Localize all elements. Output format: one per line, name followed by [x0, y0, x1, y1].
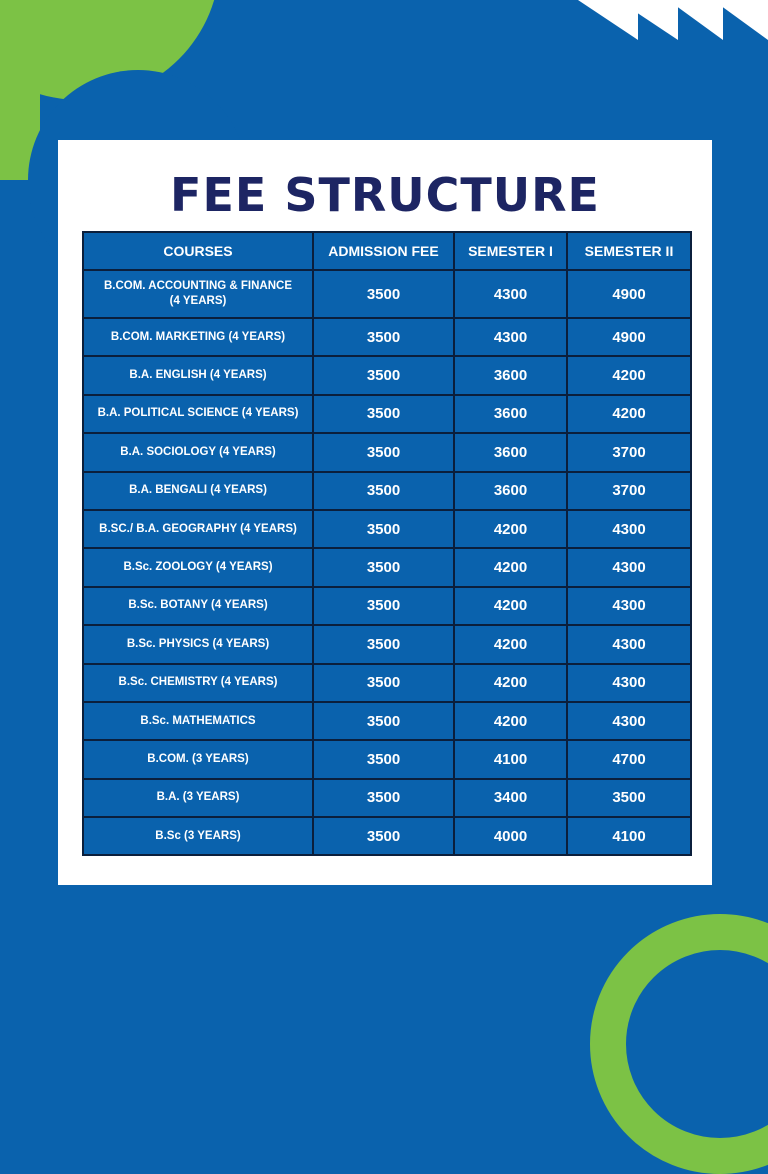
semester-2-fee-cell: 3700 [567, 433, 691, 471]
table-row [83, 270, 691, 318]
course-name-cell: B.A. ENGLISH (4 YEARS) [83, 356, 313, 394]
semester-2-fee-cell: 4300 [567, 664, 691, 702]
semester-2-fee-cell: 4300 [567, 587, 691, 625]
semester-2-fee-cell: 4900 [567, 270, 691, 318]
semester-1-fee-cell: 3600 [454, 356, 567, 394]
semester-2-fee-cell: 3500 [567, 779, 691, 817]
table-row [83, 702, 691, 740]
table-row [83, 395, 691, 433]
semester-2-fee-cell: 4200 [567, 395, 691, 433]
decorative-green-ring-bottom-right [590, 914, 768, 1174]
table-row [83, 510, 691, 548]
course-name-cell: B.Sc. CHEMISTRY (4 YEARS) [83, 664, 313, 702]
course-name-line1: B.COM. ACCOUNTING & FINANCE [103, 280, 293, 292]
admission-fee-cell: 3500 [313, 625, 454, 663]
admission-fee-cell: 3500 [313, 472, 454, 510]
admission-fee-cell: 3500 [313, 433, 454, 471]
column-header-courses: COURSES [83, 232, 313, 270]
fee-card [58, 140, 712, 885]
admission-fee-cell: 3500 [313, 664, 454, 702]
table-row [83, 587, 691, 625]
semester-2-fee-cell: 4200 [567, 356, 691, 394]
semester-1-fee-cell: 3600 [454, 472, 567, 510]
admission-fee-cell: 3500 [313, 740, 454, 778]
course-name-cell: B.A. SOCIOLOGY (4 YEARS) [83, 433, 313, 471]
semester-1-fee-cell: 4200 [454, 510, 567, 548]
table-row [83, 548, 691, 586]
semester-2-fee-cell: 4700 [567, 740, 691, 778]
course-name-cell: B.SC./ B.A. GEOGRAPHY (4 YEARS) [83, 510, 313, 548]
table-row [83, 817, 691, 855]
semester-2-fee-cell: 4300 [567, 510, 691, 548]
admission-fee-cell: 3500 [313, 395, 454, 433]
admission-fee-cell: 3500 [313, 270, 454, 318]
table-header-row [83, 232, 691, 270]
course-name-cell: B.COM. MARKETING (4 YEARS) [83, 318, 313, 356]
course-name-cell [83, 270, 313, 318]
table-row [83, 472, 691, 510]
column-header-semester-2: SEMESTER II [567, 232, 691, 270]
semester-2-fee-cell: 4300 [567, 702, 691, 740]
semester-2-fee-cell: 3700 [567, 472, 691, 510]
course-name-line2: (4 YEARS) [169, 295, 227, 307]
admission-fee-cell: 3500 [313, 817, 454, 855]
semester-1-fee-cell: 4300 [454, 270, 567, 318]
semester-2-fee-cell: 4900 [567, 318, 691, 356]
semester-2-fee-cell: 4300 [567, 625, 691, 663]
fee-table [82, 231, 692, 856]
column-header-semester-1: SEMESTER I [454, 232, 567, 270]
course-name-cell: B.A. POLITICAL SCIENCE (4 YEARS) [83, 395, 313, 433]
semester-1-fee-cell: 4000 [454, 817, 567, 855]
semester-1-fee-cell: 4200 [454, 587, 567, 625]
semester-1-fee-cell: 4200 [454, 664, 567, 702]
admission-fee-cell: 3500 [313, 318, 454, 356]
semester-1-fee-cell: 4200 [454, 625, 567, 663]
decorative-zigzag-triangles [578, 0, 768, 40]
course-name-cell: B.Sc. ZOOLOGY (4 YEARS) [83, 548, 313, 586]
semester-1-fee-cell: 4300 [454, 318, 567, 356]
table-row [83, 433, 691, 471]
course-name-cell: B.A. BENGALI (4 YEARS) [83, 472, 313, 510]
course-name-cell: B.Sc (3 YEARS) [83, 817, 313, 855]
semester-1-fee-cell: 3600 [454, 433, 567, 471]
page-title: FEE STRUCTURE [170, 168, 600, 222]
admission-fee-cell: 3500 [313, 510, 454, 548]
semester-2-fee-cell: 4300 [567, 548, 691, 586]
course-name-cell: B.A. (3 YEARS) [83, 779, 313, 817]
admission-fee-cell: 3500 [313, 702, 454, 740]
admission-fee-cell: 3500 [313, 548, 454, 586]
semester-1-fee-cell: 3400 [454, 779, 567, 817]
course-name-cell: B.Sc. BOTANY (4 YEARS) [83, 587, 313, 625]
semester-2-fee-cell: 4100 [567, 817, 691, 855]
column-header-admission-fee: ADMISSION FEE [313, 232, 454, 270]
table-row [83, 625, 691, 663]
semester-1-fee-cell: 3600 [454, 395, 567, 433]
course-name-cell: B.Sc. PHYSICS (4 YEARS) [83, 625, 313, 663]
admission-fee-cell: 3500 [313, 587, 454, 625]
admission-fee-cell: 3500 [313, 356, 454, 394]
admission-fee-cell: 3500 [313, 779, 454, 817]
table-row [83, 318, 691, 356]
semester-1-fee-cell: 4100 [454, 740, 567, 778]
semester-1-fee-cell: 4200 [454, 548, 567, 586]
table-row [83, 779, 691, 817]
course-name-cell: B.Sc. MATHEMATICS [83, 702, 313, 740]
semester-1-fee-cell: 4200 [454, 702, 567, 740]
table-row [83, 664, 691, 702]
table-row [83, 356, 691, 394]
course-name-cell: B.COM. (3 YEARS) [83, 740, 313, 778]
table-row [83, 740, 691, 778]
